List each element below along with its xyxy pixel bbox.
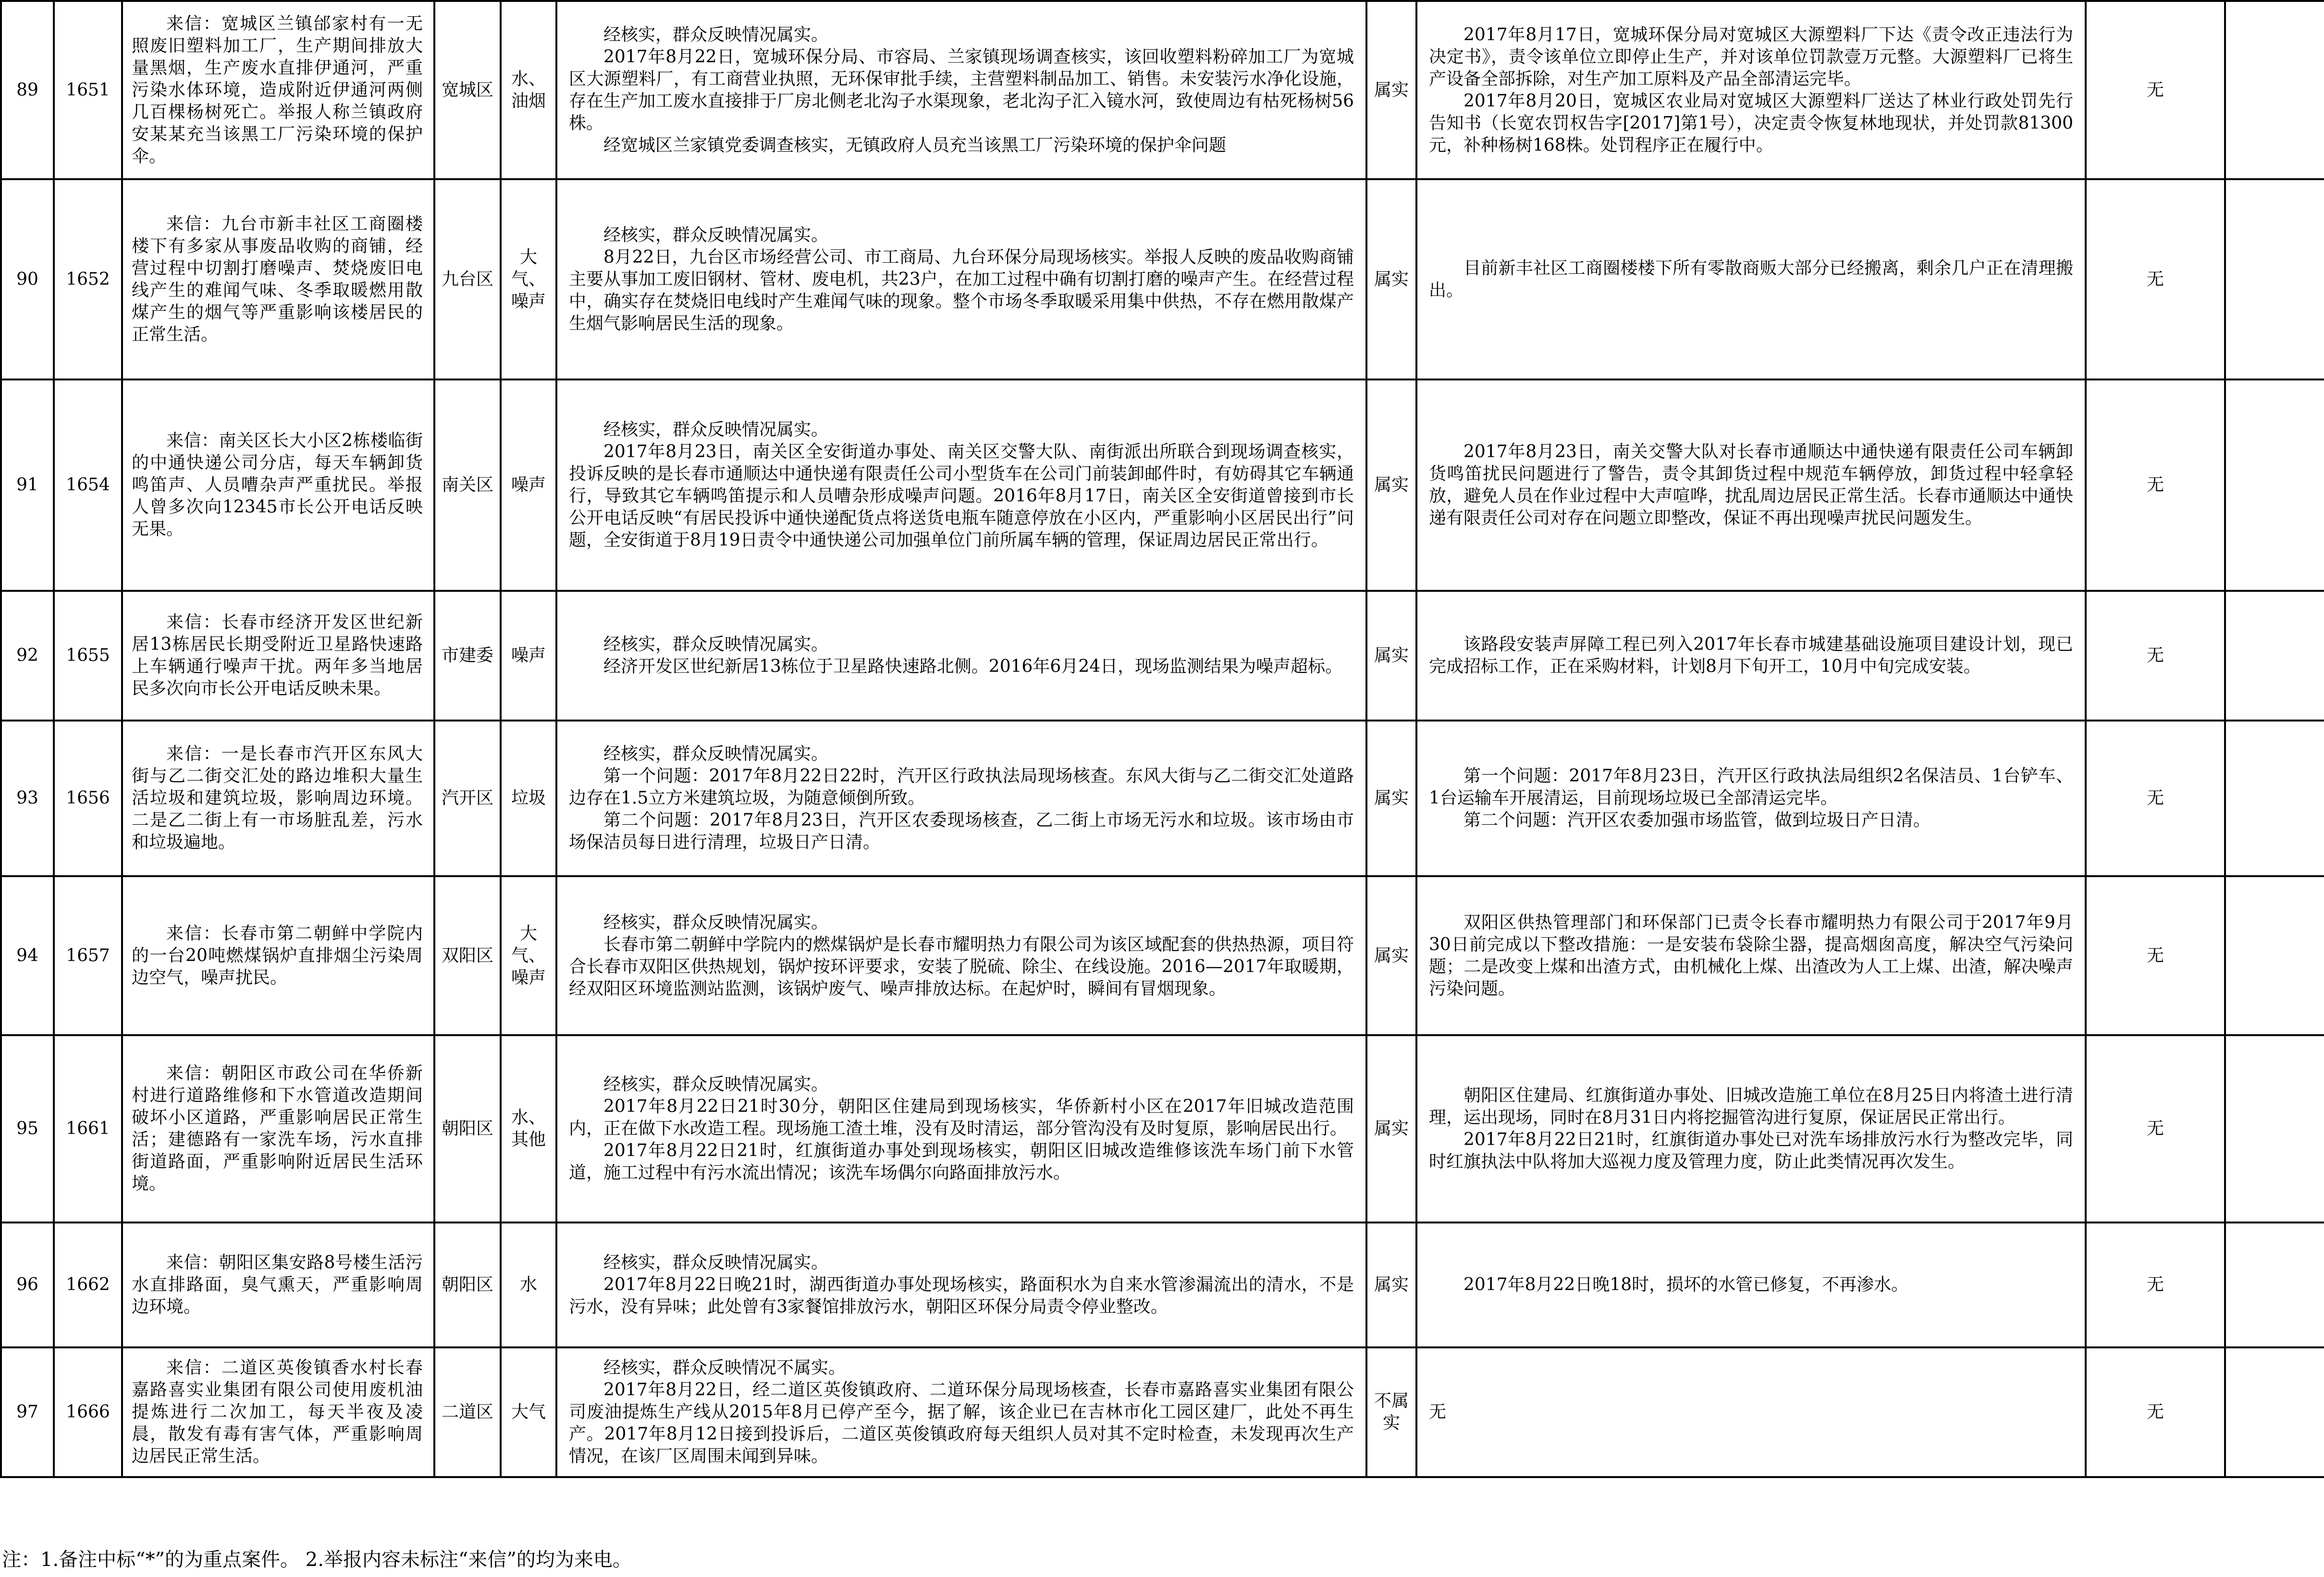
case-id: 1666: [66, 1402, 110, 1422]
accountability: 无: [2146, 788, 2164, 808]
investigation-findings-cell: [556, 721, 1366, 876]
row-number: 96: [16, 1275, 38, 1295]
investigation-findings-cell: [556, 1347, 1366, 1477]
result-paragraph: 朝阳区住建局、红旗街道办事处、旧城改造施工单位在8月25日内将渣土进行清理，运出现场，同时在8月31日内将挖掘管沟进行复原，保证居民正常出行。: [1429, 1086, 2073, 1127]
row-number-cell: [1, 1035, 54, 1222]
complaint-content: 来信：朝阳区市政公司在华侨新村进行道路维修和下水管道改造期间破坏小区道路，严重影响居民正常生活；建德路有一家洗车场，污水直排街道路面，严重影响附近居民生活环境。: [132, 1064, 423, 1194]
accountability-cell: [2086, 1222, 2225, 1347]
accountability-cell: [2086, 721, 2225, 876]
case-id: 1662: [66, 1275, 110, 1295]
accountability-cell: [2086, 179, 2225, 379]
accountability: 无: [2146, 475, 2164, 495]
row-number-cell: [1, 1347, 54, 1477]
accountability-cell: [2086, 1035, 2225, 1222]
verification-status: 属实: [1374, 80, 1409, 100]
result-paragraph: 2017年8月23日，南关交警大队对长春市通顺达中通快递有限责任公司车辆卸货鸣笛扰民问题进行了警告，责令其卸货过程中规范车辆停放，卸货过程中轻拿轻放，避免人员在作业过程中大声喧哗，扰乱周边居民正常生活。长春市通顺达中通快递有限责任公司对存在问题立即整改，保证不再出现噪声扰民问题发生。: [1429, 442, 2073, 528]
table-row: [1, 1222, 2324, 1347]
investigation-findings-cell: [556, 179, 1366, 379]
verification-cell: [1366, 1222, 1416, 1347]
complaint-content-cell: [122, 1, 434, 179]
accountability: 无: [2146, 1119, 2164, 1138]
pollution-type: 水: [519, 1275, 537, 1295]
district-cell: [434, 1347, 501, 1477]
row-number-cell: [1, 1, 54, 179]
findings-paragraph: 第二个问题：2017年8月23日，汽开区农委现场核查，乙二街上市场无污水和垃圾。该市场由市场保洁员每日进行清理，垃圾日产日清。: [569, 810, 1354, 852]
accountability: 无: [2146, 80, 2164, 100]
remarks-cell: [2225, 1347, 2324, 1477]
findings-paragraph: 经宽城区兰家镇党委调查核实，无镇政府人员充当该黑工厂污染环境的保护伞问题: [603, 135, 1227, 155]
pollution-type-cell: [501, 1347, 556, 1477]
findings-paragraph: 经核实，群众反映情况属实。: [603, 1075, 829, 1094]
findings-paragraph: 经核实，群众反映情况属实。: [603, 420, 829, 440]
handling-result-cell: [1416, 379, 2086, 591]
pollution-type: 水、其他: [511, 1108, 546, 1149]
verification-status: 属实: [1374, 269, 1409, 289]
findings-paragraph: 经核实，群众反映情况属实。: [603, 635, 829, 654]
row-number: 97: [16, 1402, 38, 1422]
complaint-content: 来信：朝阳区集安路8号楼生活污水直排路面，臭气熏天，严重影响周边环境。: [132, 1253, 423, 1317]
pollution-type-cell: [501, 1, 556, 179]
case-table-body: [1, 1, 2324, 1477]
findings-paragraph: 第一个问题：2017年8月22日22时，汽开区行政执法局现场核查。东风大街与乙二街交汇处道路边存在1.5立方米建筑垃圾，为随意倾倒所致。: [569, 766, 1354, 808]
complaint-content-cell: [122, 1035, 434, 1222]
case-id-cell: [54, 1, 122, 179]
complaint-content-cell: [122, 379, 434, 591]
findings-paragraph: 经核实，群众反映情况属实。: [603, 1253, 829, 1272]
handling-result-cell: [1416, 1035, 2086, 1222]
district: 朝阳区: [441, 1119, 493, 1138]
verification-cell: [1366, 876, 1416, 1035]
findings-paragraph: 长春市第二朝鲜中学院内的燃煤锅炉是长春市耀明热力有限公司为该区域配套的供热热源，项目符合长春市双阳区供热规划，锅炉按环评要求，安装了脱硫、除尘、在线设施。2016—2017年取暖期，经双阳区环境监测站监测，该锅炉废气、噪声排放达标。在起炉时，瞬间有冒烟现象。: [569, 934, 1354, 999]
pollution-type: 垃圾: [511, 788, 546, 808]
row-number: 93: [16, 788, 38, 808]
case-id-cell: [54, 1222, 122, 1347]
row-number: 94: [16, 945, 38, 966]
pollution-type-cell: [501, 379, 556, 591]
verification-status: 属实: [1374, 1275, 1409, 1295]
complaint-content: 来信：宽城区兰镇邰家村有一无照废旧塑料加工厂，生产期间排放大量黑烟，生产废水直排伊通河，严重污染水体环境，造成附近伊通河两侧几百棵杨树死亡。举报人称兰镇政府安某某充当该黑工厂污染环境的保护伞。: [132, 13, 423, 166]
table-row: [1, 591, 2324, 721]
case-id: 1657: [66, 945, 110, 966]
table-row: [1, 1, 2324, 179]
row-number: 92: [16, 646, 38, 665]
findings-paragraph: 2017年8月22日，宽城环保分局、市容局、兰家镇现场调查核实，该回收塑料粉碎加工厂为宽城区大源塑料厂，有工商营业执照，无环保审批手续，主营塑料制品加工、销售。未安装污水净化设施，存在生产加工废水直接排于厂房北侧老北沟子水渠现象，老北沟子汇入镜水河，致使周边有枯死杨树56株。: [569, 47, 1354, 133]
district-cell: [434, 721, 501, 876]
verification-cell: [1366, 379, 1416, 591]
handling-result-cell: [1416, 1, 2086, 179]
table-row: [1, 179, 2324, 379]
findings-paragraph: 2017年8月22日晚21时，湖西街道办事处现场核实，路面积水为自来水管渗漏流出的清水，不是污水，没有异味；此处曾有3家餐馆排放污水，朝阳区环保分局责令停业整改。: [569, 1275, 1354, 1317]
case-id-cell: [54, 876, 122, 1035]
row-number-cell: [1, 179, 54, 379]
accountability: 无: [2146, 269, 2164, 289]
complaint-content-cell: [122, 1222, 434, 1347]
handling-result-cell: [1416, 721, 2086, 876]
pollution-type: 大气、噪声: [511, 247, 546, 311]
row-number-cell: [1, 876, 54, 1035]
pollution-type: 大气、噪声: [511, 923, 546, 988]
verification-status: 属实: [1374, 475, 1409, 495]
table-row: [1, 876, 2324, 1035]
pollution-type: 水、油烟: [511, 69, 546, 111]
pollution-type-cell: [501, 179, 556, 379]
verification-status: 不属实: [1374, 1391, 1409, 1433]
case-id-cell: [54, 1035, 122, 1222]
case-id: 1654: [66, 475, 110, 495]
verification-status: 属实: [1374, 945, 1409, 966]
row-number-cell: [1, 379, 54, 591]
complaint-content: 来信：九台市新丰社区工商圈楼楼下有多家从事废品收购的商铺，经营过程中切割打磨噪声、焚烧废旧电线产生的难闻气味、冬季取暖燃用散煤产生的烟气等严重影响该楼居民的正常生活。: [132, 214, 423, 344]
result-paragraph: 目前新丰社区工商圈楼楼下所有零散商贩大部分已经搬离，剩余几户正在清理搬出。: [1429, 258, 2073, 300]
accountability-cell: [2086, 876, 2225, 1035]
result-paragraph: 2017年8月22日21时，红旗街道办事处已对洗车场排放污水行为整改完毕，同时红旗执法中队将加大巡视力度及管理力度，防止此类情况再次发生。: [1429, 1130, 2073, 1172]
remarks-cell: [2225, 876, 2324, 1035]
handling-result-cell: [1416, 876, 2086, 1035]
result-paragraph: 第一个问题：2017年8月23日，汽开区行政执法局组织2名保洁员、1台铲车、1台运输车开展清运，目前现场垃圾已全部清运完毕。: [1429, 766, 2073, 808]
findings-paragraph: 2017年8月22日21时30分，朝阳区住建局到现场核实，华侨新村小区在2017年旧城改造范围内，正在做下水改造工程。现场施工渣土堆，没有及时清运，部分管沟没有及时复原，影响居民出行。: [569, 1097, 1354, 1138]
complaint-content: 来信：长春市经济开发区世纪新居13栋居民长期受附近卫星路快速路上车辆通行噪声干扰。两年多当地居民多次向市长公开电话反映未果。: [132, 612, 423, 698]
pollution-type-cell: [501, 1035, 556, 1222]
complaint-content: 来信：一是长春市汽开区东风大街与乙二街交汇处的路边堆积大量生活垃圾和建筑垃圾，影响周边环境。二是乙二街上有一市场脏乱差，污水和垃圾遍地。: [132, 744, 423, 852]
findings-paragraph: 经核实，群众反映情况属实。: [603, 744, 829, 764]
handling-result-cell: [1416, 179, 2086, 379]
district: 双阳区: [441, 945, 493, 966]
row-number-cell: [1, 591, 54, 721]
remarks-cell: [2225, 179, 2324, 379]
case-id: 1655: [66, 646, 110, 665]
accountability: 无: [2146, 1402, 2164, 1422]
verification-status: 属实: [1374, 1119, 1409, 1138]
investigation-findings-cell: [556, 1222, 1366, 1347]
investigation-findings-cell: [556, 379, 1366, 591]
complaint-content-cell: [122, 876, 434, 1035]
row-number: 89: [16, 80, 38, 100]
handling-result-cell: [1416, 1347, 2086, 1477]
complaint-content: 来信：长春市第二朝鲜中学院内的一台20吨燃煤锅炉直排烟尘污染周边空气，噪声扰民。: [132, 923, 423, 988]
investigation-findings-cell: [556, 591, 1366, 721]
findings-paragraph: 经核实，群众反映情况不属实。: [603, 1358, 846, 1378]
district-cell: [434, 1035, 501, 1222]
table-row: [1, 1035, 2324, 1222]
district: 朝阳区: [441, 1275, 493, 1295]
remarks-cell: [2225, 1222, 2324, 1347]
case-id: 1661: [66, 1119, 110, 1138]
district-cell: [434, 1222, 501, 1347]
investigation-findings-cell: [556, 1, 1366, 179]
district-cell: [434, 591, 501, 721]
result-paragraph: 第二个问题：汽开区农委加强市场监管，做到垃圾日产日清。: [1463, 810, 1931, 830]
footnote: 注：1.备注中标“*”的为重点案件。 2.举报内容未标注“来信”的均为来电。: [2, 1549, 632, 1571]
verification-cell: [1366, 591, 1416, 721]
table-row: [1, 721, 2324, 876]
remarks-cell: [2225, 1, 2324, 179]
case-id-cell: [54, 591, 122, 721]
accountability: 无: [2146, 945, 2164, 966]
accountability-cell: [2086, 1347, 2225, 1477]
result-paragraph: 2017年8月17日，宽城环保分局对宽城区大源塑料厂下达《责令改正违法行为决定书》，责令该单位立即停止生产，并对该单位罚款壹万元整。大源塑料厂已将生产设备全部拆除，对生产加工原料及产品全部清运完毕。: [1429, 24, 2073, 89]
pollution-type: 噪声: [511, 475, 546, 495]
district-cell: [434, 179, 501, 379]
complaint-content-cell: [122, 179, 434, 379]
verification-status: 属实: [1374, 646, 1409, 665]
handling-result-cell: [1416, 1222, 2086, 1347]
table-row: [1, 379, 2324, 591]
accountability: 无: [2146, 646, 2164, 665]
result-paragraph: 该路段安装声屏障工程已列入2017年长春市城建基础设施项目建设计划，现已完成招标工作，正在采购材料，计划8月下旬开工，10月中旬完成安装。: [1429, 635, 2073, 676]
district: 九台区: [441, 269, 493, 289]
verification-cell: [1366, 1035, 1416, 1222]
district: 二道区: [441, 1402, 493, 1422]
accountability: 无: [2146, 1275, 2164, 1295]
complaint-content-cell: [122, 1347, 434, 1477]
complaint-content: 来信：二道区英俊镇香水村长春嘉路喜实业集团有限公司使用废机油提炼进行二次加工，每天半夜及凌晨，散发有毒有害气体，严重影响周边居民正常生活。: [132, 1358, 423, 1466]
result-paragraph: 无: [1429, 1402, 1447, 1422]
remarks-cell: [2225, 379, 2324, 591]
row-number-cell: [1, 721, 54, 876]
case-id: 1656: [66, 788, 110, 808]
verification-cell: [1366, 1347, 1416, 1477]
investigation-findings-cell: [556, 876, 1366, 1035]
table-row: [1, 1347, 2324, 1477]
accountability-cell: [2086, 591, 2225, 721]
pollution-type: 大气: [511, 1402, 546, 1422]
district: 市建委: [441, 646, 493, 665]
result-paragraph: 2017年8月22日晚18时，损坏的水管已修复，不再渗水。: [1463, 1275, 1909, 1295]
verification-cell: [1366, 721, 1416, 876]
district-cell: [434, 379, 501, 591]
findings-paragraph: 经核实，群众反映情况属实。: [603, 225, 829, 245]
complaint-content-cell: [122, 591, 434, 721]
district-cell: [434, 1, 501, 179]
complaint-content-cell: [122, 721, 434, 876]
district: 南关区: [441, 475, 493, 495]
accountability-cell: [2086, 379, 2225, 591]
case-id-cell: [54, 721, 122, 876]
findings-paragraph: 2017年8月23日，南关区全安街道办事处、南关区交警大队、南街派出所联合到现场调查核实，投诉反映的是长春市通顺达中通快递有限责任公司小型货车在公司门前装卸邮件时，有妨碍其它车辆通行，导致其它车辆鸣笛提示和人员嘈杂形成噪声问题。2016年8月17日，南关区全安街道曾接到市长公开电话反映“有居民投诉中通快递配货点将送货电瓶车随意停放在小区内，严重影响小区居民出行”问题，全安街道于8月19日责令中通快递公司加强单位门前所属车辆的管理，保证周边居民正常出行。: [569, 442, 1354, 550]
district: 宽城区: [441, 80, 493, 100]
pollution-type-cell: [501, 876, 556, 1035]
case-id-cell: [54, 1347, 122, 1477]
row-number-cell: [1, 1222, 54, 1347]
pollution-type-cell: [501, 591, 556, 721]
pollution-type: 噪声: [511, 646, 546, 665]
verification-status: 属实: [1374, 788, 1409, 808]
accountability-cell: [2086, 1, 2225, 179]
verification-cell: [1366, 179, 1416, 379]
findings-paragraph: 经核实，群众反映情况属实。: [603, 24, 829, 45]
case-id-cell: [54, 179, 122, 379]
district: 汽开区: [441, 788, 493, 808]
row-number: 90: [16, 269, 38, 289]
case-id: 1652: [66, 269, 110, 289]
findings-paragraph: 经核实，群众反映情况属实。: [603, 912, 829, 932]
pollution-type-cell: [501, 1222, 556, 1347]
handling-result-cell: [1416, 591, 2086, 721]
findings-paragraph: 2017年8月22日，经二道区英俊镇政府、二道环保分局现场核查，长春市嘉路喜实业集团有限公司废油提炼生产线从2015年8月已停产至今，据了解，该企业已在吉林市化工园区建厂，此处不再生产。2017年8月12日接到投诉后，二道区英俊镇政府每天组织人员对其不定时检查，未发现再次生产情况，在该厂区周围未闻到异味。: [569, 1380, 1354, 1466]
row-number: 91: [16, 475, 38, 495]
verification-cell: [1366, 1, 1416, 179]
result-paragraph: 双阳区供热管理部门和环保部门已责令长春市耀明热力有限公司于2017年9月30日前完成以下整改措施：一是安装布袋除尘器，提高烟囱高度，解决空气污染问题；二是改变上煤和出渣方式，由机械化上煤、出渣改为人工上煤、出渣，解决噪声污染问题。: [1429, 912, 2073, 999]
complaint-content: 来信：南关区长大小区2栋楼临街的中通快递公司分店，每天车辆卸货鸣笛声、人员嘈杂声严重扰民。举报人曾多次向12345市长公开电话反映无果。: [132, 431, 423, 539]
remarks-cell: [2225, 1035, 2324, 1222]
result-paragraph: 2017年8月20日，宽城区农业局对宽城区大源塑料厂送达了林业行政处罚先行告知书（长宽农罚权告字[2017]第1号），决定责令恢复林地现状，并处罚款81300元，补种杨树168株。处罚程序正在履行中。: [1429, 91, 2073, 155]
findings-paragraph: 经济开发区世纪新居13栋位于卫星路快速路北侧。2016年6月24日，现场监测结果为噪声超标。: [603, 657, 1343, 676]
remarks-cell: [2225, 721, 2324, 876]
remarks-cell: [2225, 591, 2324, 721]
row-number: 95: [16, 1119, 38, 1138]
district-cell: [434, 876, 501, 1035]
findings-paragraph: 8月22日，九台区市场经营公司、市工商局、九台环保分局现场核实。举报人反映的废品收购商铺主要从事加工废旧钢材、管材、废电机，共23户，在加工过程中确有切割打磨的噪声产生。在经营过程中，确实存在焚烧旧电线时产生难闻气味的现象。整个市场冬季取暖采用集中供热，不存在燃用散煤产生烟气影响居民生活的现象。: [569, 247, 1354, 333]
case-id: 1651: [66, 80, 110, 100]
pollution-type-cell: [501, 721, 556, 876]
case-id-cell: [54, 379, 122, 591]
investigation-findings-cell: [556, 1035, 1366, 1222]
findings-paragraph: 2017年8月22日21时，红旗街道办事处到现场核实，朝阳区旧城改造维修该洗车场门前下水管道，施工过程中有污水流出情况；该洗车场偶尔向路面排放污水。: [569, 1141, 1354, 1183]
